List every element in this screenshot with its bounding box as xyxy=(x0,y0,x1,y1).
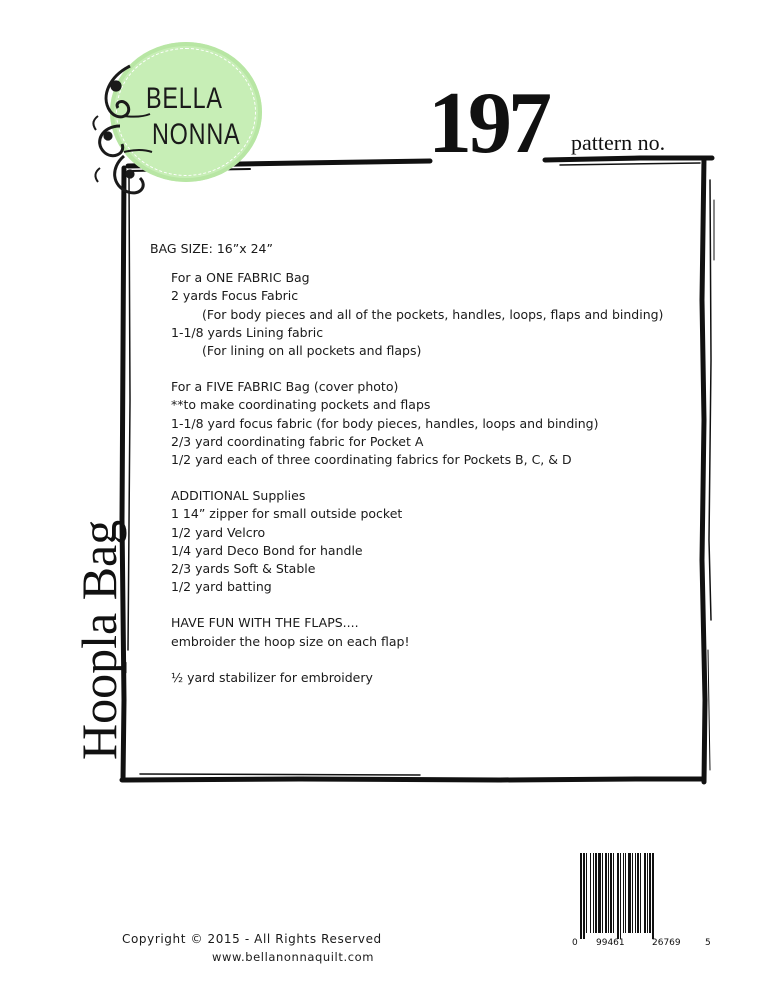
section-heading: For a ONE FABRIC Bag xyxy=(171,270,310,286)
list-item: 1-1/8 yard focus fabric (for body pieces, handles, loops and binding) xyxy=(171,415,599,431)
barcode-digit-last: 5 xyxy=(705,938,711,948)
bag-size: BAG SIZE: 16”x 24” xyxy=(150,241,273,256)
section-heading: ADDITIONAL Supplies xyxy=(171,488,306,504)
list-item: 2/3 yards Soft & Stable xyxy=(171,561,316,577)
list-item: 1-1/8 yards Lining fabric xyxy=(171,324,324,340)
bella-nonna-logo xyxy=(90,36,270,206)
logo-text-line-1: BELLA xyxy=(146,82,223,115)
list-item: 1 14” zipper for small outside pocket xyxy=(171,506,403,522)
flaps-section xyxy=(150,614,690,650)
copyright-notice: Copyright © 2015 - All Rights Reserved xyxy=(122,932,382,946)
list-item: 2 yards Focus Fabric xyxy=(171,288,299,304)
pattern-number-label: pattern no. xyxy=(571,130,666,155)
stabilizer-section xyxy=(150,669,690,687)
list-item: ½ yard stabilizer for embroidery xyxy=(171,669,373,685)
barcode-bars-icon xyxy=(572,853,712,939)
list-item: 1/2 yard each of three coordinating fabrics for Pockets B, C, & D xyxy=(171,452,572,468)
flourish-ornament-icon xyxy=(90,56,160,206)
list-item-note: (For lining on all pockets and flaps) xyxy=(202,343,422,359)
pattern-title: Hoopla Bag xyxy=(71,519,127,760)
barcode-digits-left: 99461 xyxy=(596,938,625,948)
section-heading: HAVE FUN WITH THE FLAPS.... xyxy=(171,615,359,631)
list-item: 2/3 yard coordinating fabric for Pocket A xyxy=(171,433,424,449)
section-heading: For a FIVE FABRIC Bag (cover photo) xyxy=(171,379,399,395)
supply-list xyxy=(150,240,690,687)
list-item: 1/4 yard Deco Bond for handle xyxy=(171,542,363,558)
list-item: 1/2 yard batting xyxy=(171,579,272,595)
upc-barcode xyxy=(572,853,712,963)
list-item: 1/2 yard Velcro xyxy=(171,524,266,540)
list-item: **to make coordinating pockets and flaps xyxy=(171,397,431,413)
logo-text-line-2: NONNA xyxy=(152,118,241,151)
five-fabric-section xyxy=(150,378,690,469)
website-url: www.bellanonnaquilt.com xyxy=(212,950,375,964)
list-item: embroider the hoop size on each flap! xyxy=(171,633,410,649)
list-item-note: (For body pieces and all of the pockets, handles, loops, flaps and binding) xyxy=(202,306,664,322)
pattern-number: 197 xyxy=(428,75,548,172)
barcode-digit-first: 0 xyxy=(572,938,578,948)
barcode-digits-right: 26769 xyxy=(652,938,681,948)
additional-supplies-section xyxy=(150,487,690,596)
one-fabric-section xyxy=(150,269,690,360)
